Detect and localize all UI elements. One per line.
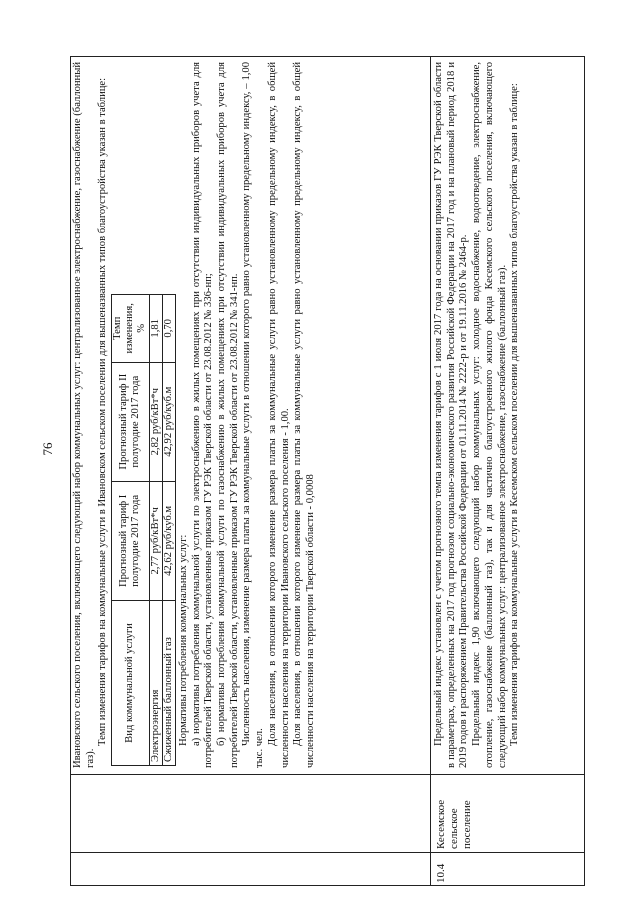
paragraph: Темп изменения тарифов на коммунальные услуги в Ивановском сельском поселении для вышеназванных типов благоустройства указан в таблице:	[97, 77, 109, 746]
header-cell: Прогнозный тариф I полугодие 2017 года	[112, 481, 150, 600]
header-cell: Прогнозный тариф II полугодие 2017 года	[112, 362, 150, 481]
page-number: 76	[40, 442, 55, 456]
table-row	[430, 56, 585, 886]
table-cell: 42,62 руб/куб.м	[162, 481, 175, 600]
table-cell: 1,81	[149, 295, 162, 363]
header-cell: Темп изменения, %	[112, 295, 150, 363]
paragraph: Темп изменения тарифов на коммунальные услуги в Кесемском сельском поселении для вышеназванных типов благоустройства указан в таблице:	[509, 83, 521, 746]
settlement-name	[70, 774, 430, 852]
header-cell: Вид коммунальной услуги	[112, 600, 150, 765]
row-content	[70, 56, 430, 774]
tariff-table-header	[112, 295, 150, 766]
paragraph: Нормативы потребления коммунальных услуг:	[177, 534, 189, 746]
table-cell: Сжиженный баллонный газ	[162, 600, 175, 765]
paragraph: Численность населения, изменение размера платы за коммунальные услуги в отношении которого равно установленному предельному индексу, – 1,00 тыс. чел.	[241, 62, 266, 768]
settlement-name: Кесемское сельское поселение	[431, 774, 585, 852]
table-row	[70, 56, 430, 886]
paragraph: б) нормативы потребления коммунальной услуги по газоснабжению в жилых помещениях при отсутствии индивидуальных приборов учета для потребителей Тверской области, установленные приказом ГУ РЭК Тверской области от 23.08.2012 № 341-нп.	[216, 62, 240, 768]
paragraph: Предельный индекс 1,90 включающего следующий набор коммунальных услуг: холодное водоснабжение, водоотведение, электроснабжение, отопление, газоснабжение (баллонный газ), так и для частично благоустроенного жилого фонда Кесемского сельского поселения, включающего следующий набор коммунальных услуг: централизованное электроснабжение, газоснабжение (баллонный газ).	[471, 62, 508, 768]
tariff-table-row	[149, 295, 162, 766]
paragraph: Доля населения, в отношении которого изменение размера платы за коммунальные услуги равно установленному предельному индексу, в общей численности населения на территории Ивановского сельского поселения - 1,00.	[266, 62, 291, 768]
row-number: 10.4	[431, 852, 585, 886]
row-number	[70, 852, 430, 886]
document-table	[70, 56, 585, 886]
table-cell: 2,82 руб/кВт*ч	[149, 362, 162, 481]
tariff-table	[111, 294, 176, 766]
table-cell: Электроэнергия	[149, 600, 162, 765]
row-content	[431, 56, 585, 774]
paragraph: а) нормативы потребления коммунальной услуги по электроснабжению в жилых помещениях при отсутствии индивидуальных приборов учета для потребителей Тверской области, установленные приказом ГУ РЭК Тверской области от 23.08.2012 № 336-нп;	[190, 62, 215, 768]
table-cell: 42,92 руб/куб.м	[162, 362, 175, 481]
paragraph: Ивановского сельского поселения, включающего следующий набор коммунальных услуг: централизованное электроснабжение, газоснабжение (баллонный газ).	[72, 62, 96, 768]
paragraph: Доля населения, в отношении которого изменение размера платы за коммунальные услуги равно установленному предельному индексу, в общей численности населения на территории Тверской области - 0,0008	[292, 62, 316, 768]
table-cell: 0,70	[162, 295, 175, 363]
table-cell: 2,77 руб/кВт*ч	[149, 481, 162, 600]
tariff-table-row	[162, 295, 175, 766]
paragraph: Предельный индекс установлен с учетом прогнозного темпа изменения тарифов с 1 июля 2017 года на основании приказов ГУ РЭК Тверской области в параметрах, определенных на 2017 год прогнозом социально-экономического развития Российской Федерации на 2017 год и на плановый период 2018 и 2019 годов и распоряжением Правительства Российской Федерации от 01.11.2014 № 2222-р и от 19.11.2016 № 2464-р.	[433, 62, 470, 768]
